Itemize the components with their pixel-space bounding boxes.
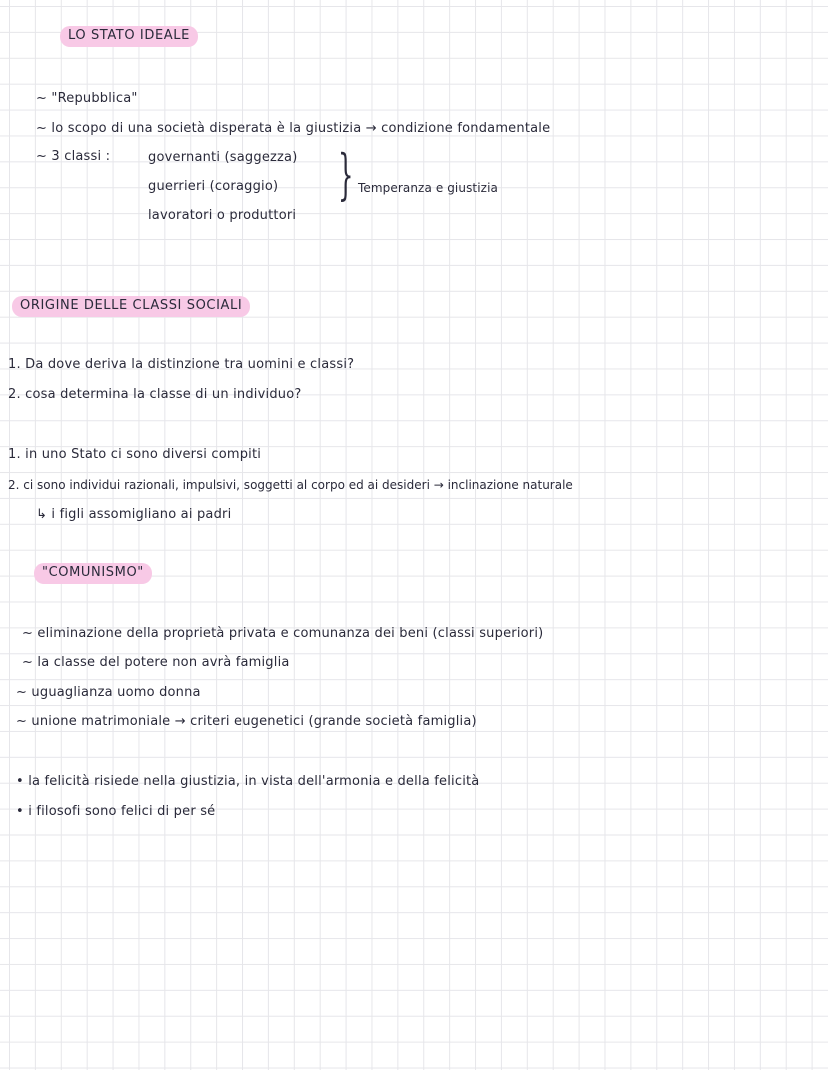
- title-stato-ideale: LO STATO IDEALE: [60, 26, 198, 47]
- class-lavoratori: lavoratori o produttori: [148, 208, 297, 223]
- title-origine: ORIGINE DELLE CLASSI SOCIALI: [12, 296, 250, 317]
- answer-note: ↳ i figli assomigliano ai padri: [36, 507, 232, 522]
- curly-brace: }: [338, 143, 354, 206]
- answer-1: 1. in uno Stato ci sono diversi compiti: [8, 447, 262, 462]
- question-2: 2. cosa determina la classe di un individuo?: [8, 387, 302, 402]
- conclusion-bullet-2: • i filosofi sono felici di per sé: [16, 804, 216, 819]
- comunismo-line-4: ~ unione matrimoniale → criteri eugenetici (grande società famiglia): [16, 714, 477, 729]
- title-comunismo: "COMUNISMO": [34, 563, 152, 584]
- line-repubblica: ~ "Repubblica": [36, 91, 138, 106]
- line-tre-classi: ~ 3 classi :: [36, 149, 111, 164]
- question-1: 1. Da dove deriva la distinzione tra uomini e classi?: [8, 357, 355, 372]
- virtues-note: Temperanza e giustizia: [358, 181, 498, 195]
- line-scopo: ~ lo scopo di una società disperata è la giustizia → condizione fondamentale: [36, 121, 551, 136]
- comunismo-line-1: ~ eliminazione della proprietà privata e comunanza dei beni (classi superiori): [22, 626, 544, 641]
- comunismo-line-3: ~ uguaglianza uomo donna: [16, 685, 201, 700]
- comunismo-line-2: ~ la classe del potere non avrà famiglia: [22, 655, 290, 670]
- class-guerrieri: guerrieri (coraggio): [148, 179, 279, 194]
- answer-2: 2. ci sono individui razionali, impulsivi, soggetti al corpo ed ai desideri → inclinazione naturale: [8, 478, 573, 492]
- conclusion-bullet-1: • la felicità risiede nella giustizia, in vista dell'armonia e della felicità: [16, 774, 480, 789]
- class-governanti: governanti (saggezza): [148, 150, 298, 165]
